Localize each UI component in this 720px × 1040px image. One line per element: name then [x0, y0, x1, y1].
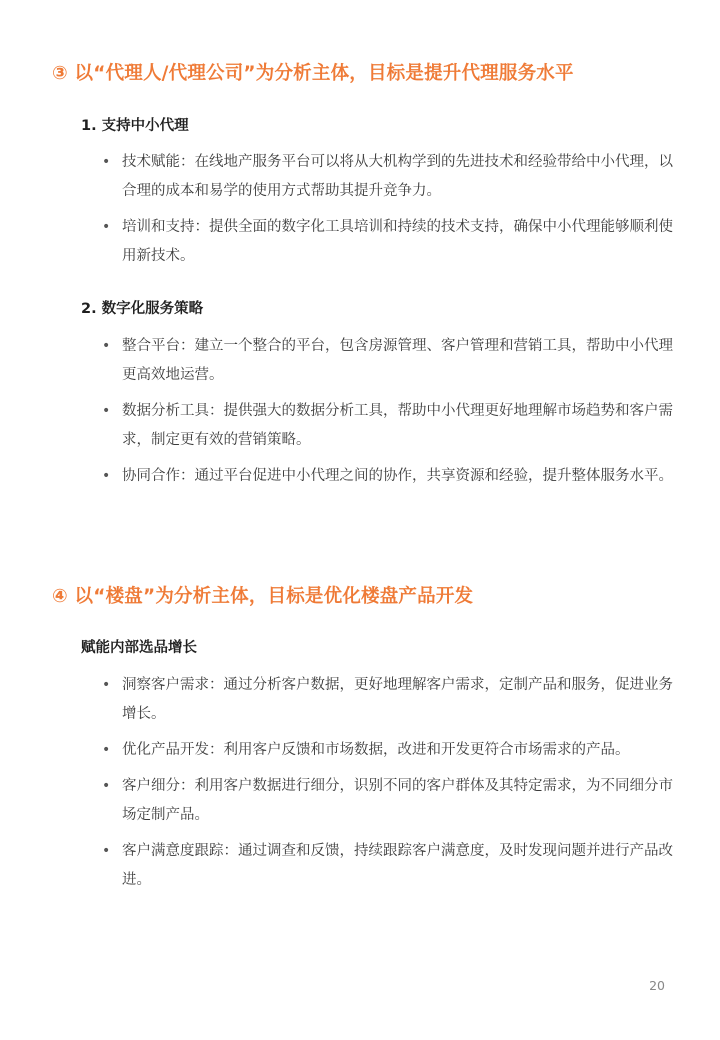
section-4-heading: ④ 以“楼盘”为分析主体，目标是优化楼盘产品开发: [52, 586, 474, 607]
bullet-icon: •: [102, 403, 111, 419]
list-item-text: 整合平台：建立一个整合的平台，包含房源管理、客户管理和营销工具，帮助中小代理更高效地运营。: [122, 338, 673, 383]
list-item-text: 技术赋能：在线地产服务平台可以将从大机构学到的先进技术和经验带给中小代理，以合理的成本和易学的使用方式帮助其提升竞争力。: [122, 154, 673, 199]
list-item: [100, 332, 680, 390]
list-item: [100, 736, 680, 765]
list-item-text: 客户满意度跟踪：通过调查和反馈，持续跟踪客户满意度，及时发现问题并进行产品改进。: [122, 843, 673, 888]
list-item: [100, 397, 680, 455]
bullet-icon: •: [102, 219, 111, 235]
section-3-heading: ③ 以“代理人/代理公司”为分析主体，目标是提升代理服务水平: [52, 63, 574, 84]
list-item: [100, 671, 680, 729]
bullet-icon: •: [102, 154, 111, 170]
list-item-text: 客户细分：利用客户数据进行细分，识别不同的客户群体及其特定需求，为不同细分市场定制产品。: [122, 778, 673, 823]
subsection-list: [100, 671, 680, 902]
subsection-1-title: 1. 支持中小代理: [81, 118, 189, 134]
bullet-icon: •: [102, 468, 111, 484]
bullet-icon: •: [102, 843, 111, 859]
subsection-title: 赋能内部选品增长: [81, 640, 197, 656]
list-item-text: 协同合作：通过平台促进中小代理之间的协作，共享资源和经验，提升整体服务水平。: [122, 468, 673, 484]
list-item-text: 洞察客户需求：通过分析客户数据，更好地理解客户需求，定制产品和服务，促进业务增长。: [122, 677, 673, 722]
list-item-text: 优化产品开发：利用客户反馈和市场数据，改进和开发更符合市场需求的产品。: [122, 742, 630, 758]
page-number: 20: [649, 978, 665, 993]
list-item: [100, 148, 680, 206]
list-item: [100, 213, 680, 271]
list-item-text: 数据分析工具：提供强大的数据分析工具，帮助中小代理更好地理解市场趋势和客户需求，制定更有效的营销策略。: [122, 403, 673, 448]
bullet-icon: •: [102, 778, 111, 794]
subsection-2-list: [100, 332, 680, 498]
list-item: [100, 772, 680, 830]
bullet-icon: •: [102, 677, 111, 693]
subsection-2-title: 2. 数字化服务策略: [81, 301, 204, 317]
bullet-icon: •: [102, 338, 111, 354]
list-item: [100, 837, 680, 895]
bullet-icon: •: [102, 742, 111, 758]
subsection-1-list: [100, 148, 680, 278]
list-item-text: 培训和支持：提供全面的数字化工具培训和持续的技术支持，确保中小代理能够顺利使用新技术。: [122, 219, 673, 264]
list-item: [100, 462, 680, 491]
